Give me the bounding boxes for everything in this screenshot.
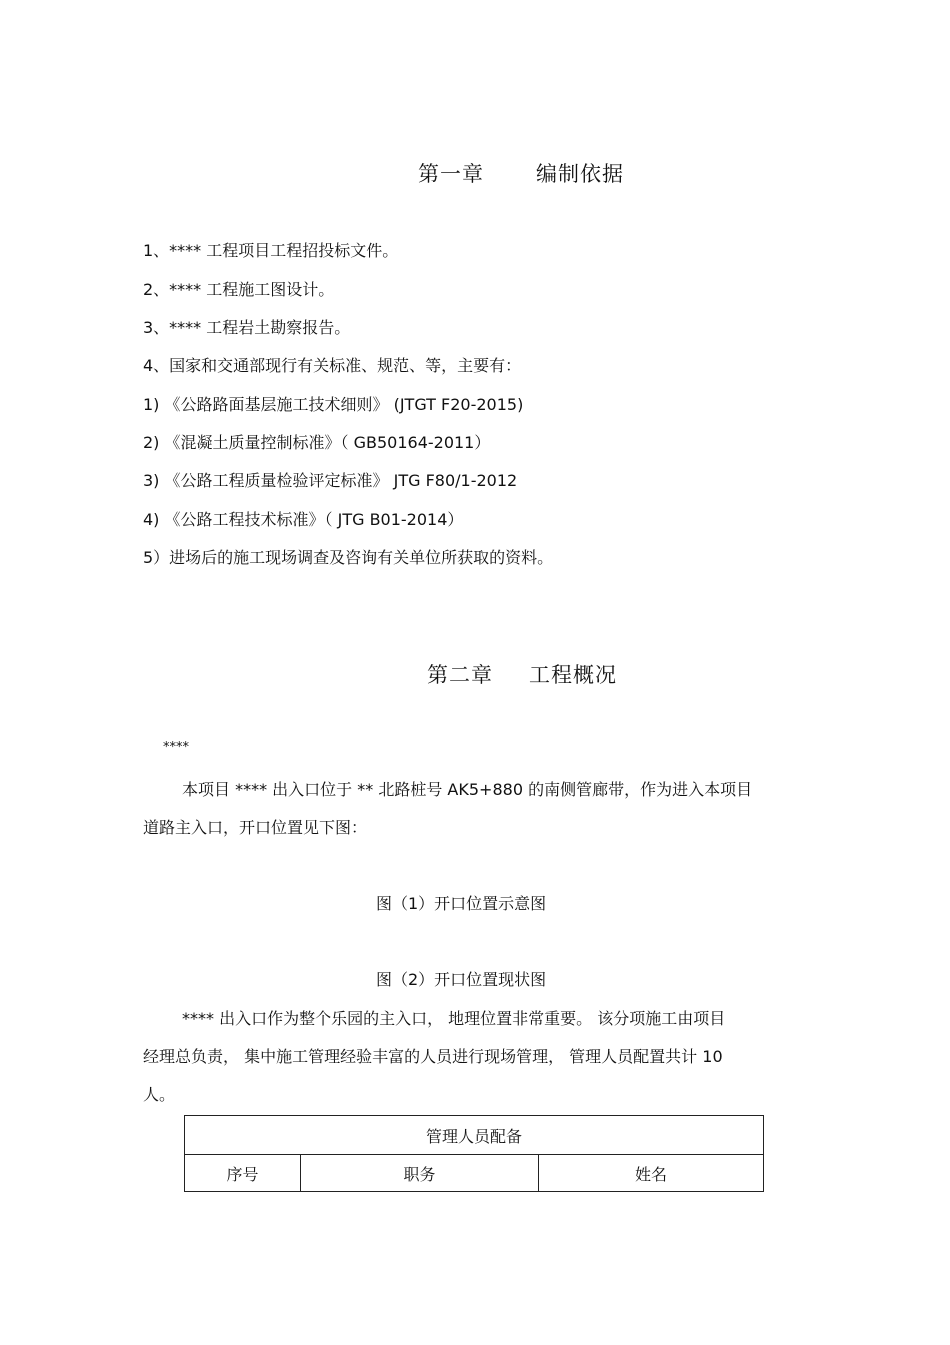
column-header-seq: 序号 <box>185 1155 301 1192</box>
paragraph-line: 本项目 **** 出入口位于 ** 北路桩号 AK5+880 的南侧管廊带，作为进入本项目 <box>182 780 753 799</box>
table-title: 管理人员配备 <box>185 1116 764 1155</box>
basis-item: 5）进场后的施工现场调查及咨询有关单位所获取的资料。 <box>143 548 554 567</box>
paragraph-line: **** 出入口作为整个乐园的主入口， 地理位置非常重要。 该分项施工由项目 <box>182 1009 726 1028</box>
chapter-2-title: 工程概况 <box>529 663 617 687</box>
chapter-1-heading <box>418 158 624 188</box>
basis-item: 4) 《公路工程技术标准》（ JTG B01-2014） <box>143 510 464 529</box>
figure-caption: 图（2）开口位置现状图 <box>376 970 547 989</box>
staff-table <box>184 1115 764 1192</box>
basis-item: 2) 《混凝土质量控制标准》（ GB50164-2011） <box>143 433 491 452</box>
chapter-2-heading <box>427 659 617 689</box>
section-heading: **** <box>163 740 189 755</box>
basis-item: 1) 《公路路面基层施工技术细则》 (JTGT F20-2015) <box>143 395 524 414</box>
chapter-1-title: 编制依据 <box>536 162 624 186</box>
basis-item: 3、**** 工程岩土勘察报告。 <box>143 318 351 337</box>
basis-item: 1、**** 工程项目工程招投标文件。 <box>143 241 399 260</box>
column-header-position: 职务 <box>301 1155 539 1192</box>
figure-caption: 图（1）开口位置示意图 <box>376 894 547 913</box>
column-header-name: 姓名 <box>539 1155 764 1192</box>
paragraph-line: 人。 <box>143 1085 176 1104</box>
table-header-row <box>185 1155 764 1192</box>
paragraph-line: 道路主入口，开口位置见下图： <box>143 818 368 837</box>
basis-item: 4、国家和交通部现行有关标准、规范、等，主要有： <box>143 356 522 375</box>
basis-item: 3) 《公路工程质量检验评定标准》 JTG F80/1-2012 <box>143 471 518 490</box>
table-title-row <box>185 1116 764 1155</box>
paragraph-line: 经理总负责， 集中施工管理经验丰富的人员进行现场管理， 管理人员配置共计 10 <box>143 1047 723 1066</box>
chapter-1-number: 第一章 <box>418 162 484 186</box>
chapter-2-number: 第二章 <box>427 663 493 687</box>
basis-item: 2、**** 工程施工图设计。 <box>143 280 335 299</box>
